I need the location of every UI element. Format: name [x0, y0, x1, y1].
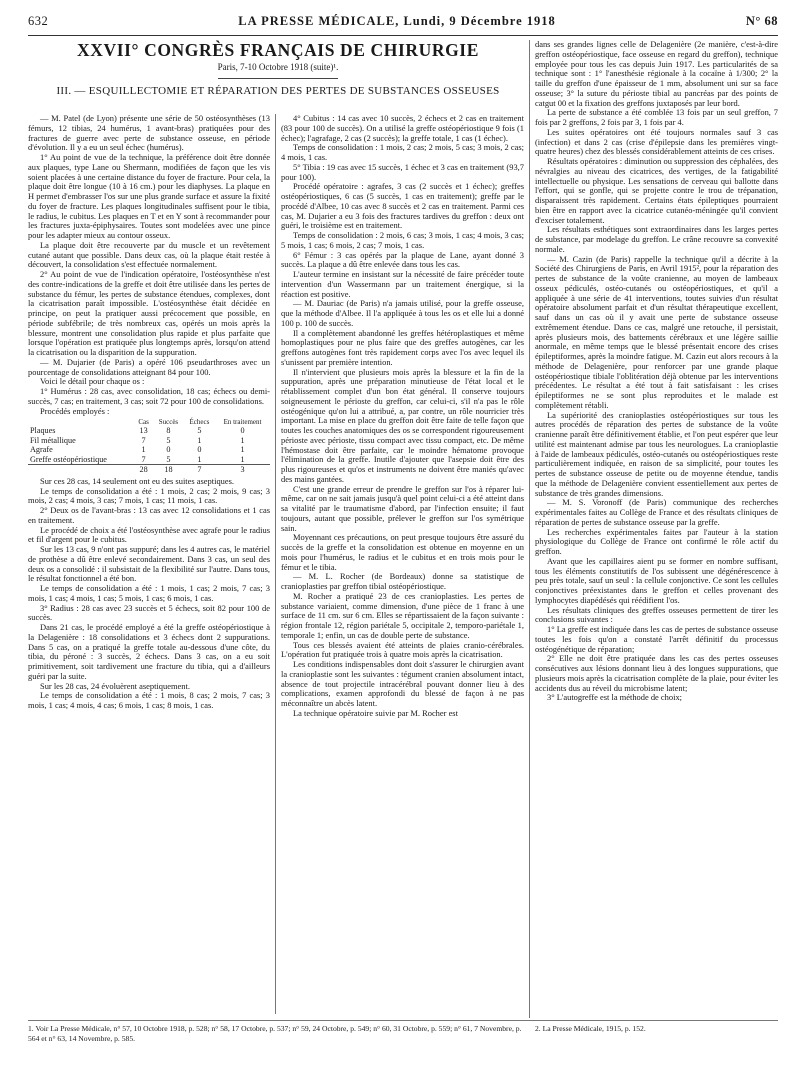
paragraph: 6° Fémur : 3 cas opérés par la plaque de Lane, ayant donné 3 succès. La plaque a dû être enlevée dans tous les cas. [281, 249, 524, 270]
table-header-cell: Cas [138, 418, 149, 427]
article-title-block [28, 40, 528, 98]
journal-page [28, 14, 778, 1074]
table-total-row [28, 465, 270, 475]
table-cell: Plaques [30, 426, 56, 436]
paragraph: 1° La greffe est indiquée dans les cas de pertes de substance osseuse toutes les fois qu'on a constaté l'arrêt définitif du processus ostéogénétique de réparation; [535, 624, 778, 654]
paragraph: 1° Au point de vue de la technique, la préférence doit être donnée aux plaques, type Lane ou Shermann, modifiées de façon que les vis soient placées à une certaine distance du foyer de fracture. Pour cela, la plaque doit être longue (10 à 16 cm.) pour les diaphyses. La plaque en H permet d'embrasser l'os sur une plus grande surface et assure la fixité du foyer de fracture. Les plaques longitudinales suffisent pour le tibia, le radius, le cubitus. Les plaques en T et en Y sont à recommander pour les fractures juxta-épiphysaires. Toutes sont modelées avec une pince pour les adapter mieux au contour osseux. [28, 152, 270, 240]
table-row [28, 436, 270, 446]
article-body [28, 40, 778, 1048]
table-cell: 13 [139, 426, 148, 436]
paragraph: L'auteur termine en insistant sur la nécessité de faire précéder toute intervention d'un Wassermann par un traitement énergique, si la réaction est positive. [281, 269, 524, 299]
paragraph: 2° Au point de vue de l'indication opératoire, l'ostéosynthèse n'est des contre-indications de la greffe et doit être utilisée dans les pertes de substance du fémur, les pertes de substance étendues, complexes, dont la cicatrisation paraît impossible. L'ostéosynthèse était décidée en principe, on peut la pratiquer aussi précocement que possible, en période subfébrile; de très nombreux cas, opérés un mois après la blessure, montrent une consolidation plus rapide et plus parfaite que lorsque l'opération est pratiquée plus longtemps après, lorsqu'on attend la cicatrisation ou la disparition de la suppuration. [28, 269, 270, 357]
paragraph: Moyennant ces précautions, on peut presque toujours être assuré du succès de la greffe et la consolidation est obtenue en moyenne en un mois pour l'humérus, le radius et le cubitus et en trois mois pour le fémur et le tibia. [281, 532, 524, 572]
column-rule-1 [275, 114, 276, 1014]
paragraph: 3° Radius : 28 cas avec 23 succès et 5 échecs, soit 82 pour 100 de succès. [28, 602, 270, 623]
paragraph: Sur les 28 cas, 24 évoluèrent aseptiquement. [40, 680, 190, 691]
procedures-table [28, 418, 270, 475]
table-row [28, 445, 270, 455]
table-row [28, 426, 270, 436]
paragraph: Les résultats esthétiques sont extraordinaires dans les larges pertes de substance, par modelage du greffon. Le crâne recouvre sa convexité normale. [535, 224, 778, 254]
table-cell: 0 [166, 445, 171, 455]
footnotes [28, 1020, 778, 1043]
paragraph: — M. Cazin (de Paris) rappelle la technique qu'il a décrite à la Société des Chirurgiens de Paris, en Avril 1915², pour la réparation des pertes de substance de la voûte cranienne, au moyen de lambeaux osseux pédiculés, ostéo-cutanés ou ostéopériostiques, et qu'il a appliquée à une série de 41 interventions, toutes suivies d'un résultat opératoire absolument parfait et d'un résultat thérapeutique excellent, sauf dans un cas où il y avait une perte de substance osseuse extrêmement étendue. Dans ce cas, malgré une retouche, il persistait, après plusieurs mois, des battements cérébraux et une légère saillie anormale, en même temps que le blessé présentait encore des crises épileptiformes, après la moindre fatigue. M. Cazin eut alors recours à la méthode de Delagenière, pour renforcer par une grande plaque ostéopériostique tibiale l'oblitération déjà obtenue par les interventions précédentes. Le résultat a été tout à fait satisfaisant : les crises épileptiformes ne se sont plus reproduites et le malade est complètement rétabli. [535, 253, 778, 410]
table-cell: 1 [197, 454, 202, 464]
table-cell: 8 [166, 426, 171, 436]
paragraph: 4° Cubitus : 14 cas avec 10 succès, 2 échecs et 2 cas en traitement (83 pour 100 de succès). On a utilisé la greffe ostéopériostique 9 fois (1 échec); l'agrafage, 2 cas (2 succès); la greffe totale, 1 cas (1 échec). [281, 114, 524, 143]
paragraph: Temps de consolidation : 1 mois, 2 cas; 2 mois, 5 cas; 3 mois, 2 cas; 4 mois, 1 cas. [281, 142, 524, 162]
table-cell: 1 [141, 445, 146, 455]
congress-subtitle: Paris, 7-10 Octobre 1918 (suite)¹. [217, 62, 339, 72]
table-cell: 1 [240, 454, 245, 464]
page-number: 632 [28, 14, 49, 28]
congress-title: XXVII° CONGRÈS FRANÇAIS DE CHIRURGIE [77, 40, 479, 60]
paragraph: Les recherches expérimentales faites par l'auteur à la station physiologique du Collège de France ont confirmé le rôle actif du greffon. [535, 526, 778, 556]
table-cell: 5 [166, 435, 171, 445]
table-cell: 28 [134, 465, 153, 475]
table-cell: Agrafe [30, 445, 53, 455]
column-2 [281, 114, 524, 1014]
table-cell: 18 [153, 465, 184, 475]
paragraph: Sur les 13 cas, 9 n'ont pas suppuré; dans les 4 autres cas, le matériel de prothèse a dû être enlevé secondairement. Dans 3 cas, un seul des deux os a consolidé : il subsistait de la flexibilité sur l'autre. Dans tous, le résultat fonctionnel a été bon. [28, 544, 270, 584]
table-cell: 7 [141, 454, 146, 464]
paragraph: — M. Dujarier (de Paris) a opéré 106 pseudarthroses avec un pourcentage de consolidations atteignant 84 pour 100. [28, 356, 270, 377]
table-cell: 3 [215, 465, 270, 475]
table-cell: Fil métallique [30, 435, 76, 445]
table-header-cell: Échecs [189, 418, 210, 427]
paragraph: Le procédé de choix a été l'ostéosynthèse avec agrafe pour le radius et fil d'argent pour le cubitus. [28, 524, 270, 545]
paragraph: Procédé opératoire : agrafes, 3 cas (2 succès et 1 échec); greffes ostéopériostiques, 6 cas (5 succès, 1 cas en traitement); greffe par le procédé d'Albee, 10 cas avec 8 succès et 2 cas en traitement. Parmi ces cas, M. Dujarier a eu 3 fois des fractures tardives du greffon : deux ont guéri, le troisième est en traitement. [281, 181, 524, 231]
issue-number: N° 68 [745, 14, 778, 28]
table-cell: 1 [197, 435, 202, 445]
paragraph: — M. S. Voronoff (de Paris) communique des recherches expérimentales faites au Collège de France et des résultats cliniques de réparation de pertes de substance osseuse par la greffe. [535, 497, 778, 527]
paragraph: — M. L. Rocher (de Bordeaux) donne sa statistique de cranioplasties par greffon tibial ostéopériostique. [281, 571, 524, 591]
title-divider [218, 78, 338, 79]
paragraph: 5° Tibia : 19 cas avec 15 succès, 1 échec et 3 cas en traitement (93,7 pour 100). [281, 161, 524, 182]
paragraph: 2° Elle ne doit être pratiquée dans les cas des pertes osseuses consécutives aux lésions donnant lieu à des longues suppurations, que plusieurs mois après la cicatrisation complète de la plaie, pour éviter les accidents dus au réveil du microbisme latent; [535, 653, 778, 693]
table-header-cell: Succès [158, 418, 179, 427]
paragraph: La supériorité des cranioplasties ostéopériostiques sur tous les autres procédés de réparation des pertes de substance de la voûte cranienne paraît être définitivement établie, et l'on peut espérer que leur utilité est maintenant admise par tous les neurologues. La cranioplastie à l'aide de lambeaux pédiculés, ostéo-cutanés ou ostéopériostiques reste particulièrement indiquée, en raison de sa simplicité, pour toutes les pertes de substance osseuse de petite ou de moyenne étendue, tandis que la méthode de Delagenière convient essentiellement aux pertes de substance de très grandes dimensions. [535, 409, 778, 498]
paragraph: Le temps de consolidation a été : 1 mois, 8 cas; 2 mois, 7 cas; 3 mois, 1 cas; 4 mois, 4 cas; 6 mois, 1 cas; 8 mois, 1 cas. [28, 690, 270, 710]
paragraph: 1° Humérus : 28 cas, avec consolidation, 18 cas; échecs ou demi-succès, 7 cas; en traitement, 3 cas; soit 72 pour 100 de consolidations. [28, 386, 270, 406]
section-heading: III. — ESQUILLECTOMIE ET RÉPARATION DES PERTES DE SUBSTANCES OSSEUSES [56, 85, 500, 97]
column-1 [28, 114, 270, 1014]
table-cell: 1 [240, 435, 245, 445]
table-cell: Greffe ostéopériostique [30, 454, 107, 464]
paragraph: Temps de consolidation : 2 mois, 6 cas; 3 mois, 1 cas; 4 mois, 3 cas; 5 mois, 1 cas; 6 mois, 2 cas; 7 mois, 1 cas. [281, 230, 524, 250]
paragraph: — M. Dauriac (de Paris) n'a jamais utilisé, pour la greffe osseuse, que la méthode d'Albee. Il l'a appliquée à tous les os et elle lui a donné 100 p. 100 de succès. [281, 298, 524, 328]
table-header-cell [28, 418, 134, 426]
table-cell: 0 [197, 445, 202, 455]
paragraph: Les résultats cliniques des greffes osseuses permettent de tirer les conclusions suivantes : [535, 604, 778, 625]
paragraph: Les conditions indispensables dont doit s'assurer le chirurgien avant la cranioplastie sont les suivantes : tégument cranien absolument intact, absence de tout projectile intracérébral pouvant donner lieu à des complications, examen approfondi du blessé de façon à ne pas méconnaître un abcès latent. [281, 659, 524, 708]
paragraph: Tous ces blessés avaient été atteints de plaies cranio-cérébrales. L'opération fut pratiquée trois à quatre mois après la cicatrisation. [281, 639, 524, 660]
paragraph: M. Rocher a pratiqué 23 de ces cranioplasties. Les pertes de substance variaient, comme dimension, d'une pièce de 1 franc à une surface de 11 cm. sur 6 cm. Elles se répartissaient de la façon suivante : région frontale 12, région pariétale 5, occipitale 2, temporo-pariétale 1, temporale 1; enfin, un cas de double perte de substance. [281, 590, 524, 640]
paragraph: Il a complètement abandonné les greffes hétéroplastiques et même homoplastiques pour ne plus faire que des greffes autogènes, car les greffons autogènes font très rapidement corps avec l'os avec lequel ils s'unissent par première intention. [281, 327, 524, 367]
table-cell: 5 [197, 426, 202, 436]
table-cell: 7 [184, 465, 215, 475]
paragraph: La plaque doit être recouverte par du muscle et un revêtement cutané autant que possible. Dans deux cas, où la plaque était restée à découvert, la consolidation s'est effectuée normalement. [28, 239, 270, 270]
paragraph: 3° L'autogreffe est la méthode de choix; [547, 692, 683, 703]
paragraph: Procédés employés : [40, 405, 110, 416]
paragraph: Sur ces 28 cas, 14 seulement ont eu des suites aseptiques. [40, 475, 235, 486]
column-rule-2 [529, 40, 530, 1018]
table-row [28, 455, 270, 465]
table-header-row [28, 418, 270, 426]
journal-title: LA PRESSE MÉDICALE, Lundi, 9 Décembre 1918 [238, 14, 556, 28]
table-cell: 7 [141, 435, 146, 445]
paragraph: C'est une grande erreur de prendre le greffon sur l'os à réparer lui-même, car on ne sait jamais jusqu'à quel point celui-ci a été atteint dans sa vitalité par le traumatisme d'abord, par l'infection ensuite; il faut toujours, autant que possible, prélever le greffon sur l'os symétrique sain. [281, 483, 524, 533]
paragraph: dans ses grandes lignes celle de Delagenière (2e manière, c'est-à-dire greffon ostéopériostique, face osseuse en regard du greffon), technique employée pour tous les cas depuis Juin 1917. Les particularités de sa technique sont : 1° l'anesthésie régionale à la cocaïne à 1/300; 2° la taille du greffon d'une épaisseur de 1 mm, absolument uni sur sa face osseuse; 3° la suture du périoste tibial au pancréas par des points de catgut 00 et la fixation des greffons juxtaposés par leur bord. [535, 40, 778, 108]
paragraph: La technique opératoire suivie par M. Rocher est [293, 707, 458, 718]
paragraph: Résultats opératoires : diminution ou suppression des céphalées, des névralgies au niveau des cicatrices, des vertiges, de la fatigabilité intellectuelle ou physique. Les sensations de cerveau qui ballotte dans l'effort, qui se gonfle, qui se projette contre le trou de trépanation, disparaissent très rapidement. Certains états épileptiques pourraient bien être en rapport avec la cicatrice cutanéo-méningée qu'il convient d'exciser totalement. [535, 156, 778, 225]
paragraph: Le temps de consolidation a été : 1 mois, 1 cas; 2 mois, 7 cas; 3 mois, 1 cas; 4 mois, 1 cas; 5 mois, 1 cas; 6 mois, 1 cas. [28, 583, 270, 603]
paragraph: Il n'intervient que plusieurs mois après la blessure et la fin de la suppuration, après une préparation minutieuse de l'état local et le rétablissement complet d'un bon état général. Il conserve toujours soigneusement le périoste du greffon, car celui-ci, s'il n'a pas le rôle ostéogénique qu'on lui a attribué, a, par contre, un rôle nourricier très important. La mise en place du greffon doit être faite de telle façon que toutes les couches anatomiques des os se correspondent rigoureusement périoste avec périoste, tissu compact avec tissu compact, etc. De même l'hémostase doit être parfaite, car le moindre hématome provoque l'élimination de la greffe. Inutile d'ajouter que l'asepsie doit être des plus rigoureuses et qu'os et instruments ne doivent être maniés qu'avec des mains gantées. [281, 366, 524, 484]
running-header [28, 14, 778, 36]
footnote-2: 2. La Presse Médicale, 1915, p. 152. [535, 1024, 646, 1033]
paragraph: Le temps de consolidation a été : 1 mois, 2 cas; 2 mois, 9 cas; 3 mois, 2 cas; 4 mois, 3 cas; 7 mois, 1 cas; 11 mois, 1 cas. [28, 485, 270, 506]
table-cell: 1 [240, 445, 245, 455]
table-cell: 0 [240, 426, 245, 436]
paragraph: La perte de substance a été comblée 13 fois par un seul greffon, 7 fois par 2 greffons, 2 fois par 3, 1 fois par 4. [535, 107, 778, 127]
column-3 [535, 40, 778, 1018]
table-cell [28, 465, 134, 475]
paragraph: Voici le détail pour chaque os : [40, 376, 145, 387]
paragraph: Les suites opératoires ont été toujours normales sauf 3 cas (infection) et dans 2 cas (crise d'épilepsie dans les premières vingt-quatre heures) chez des blessés considérablement atteints de ces crises. [535, 126, 778, 157]
paragraph: Dans 21 cas, le procédé employé a été la greffe ostéopériostique à la Delagenière : 18 consolidations et 3 échecs dont 2 suppurations. Dans 5 cas, on a pratiqué la greffe totale au-dessous d'une côte, du tibia, du péroné : 3 succès, 2 échecs. Dans 3 cas, on a eu soit primitivement, soit tardivement une fracture du tibia, qui a d'ailleurs guéri par la suite. [28, 622, 270, 681]
footnote-1: 1. Voir La Presse Médicale, n° 57, 10 Octobre 1918, p. 528; n° 58, 17 Octobre, p. 537; n° 59, 24 Octobre, p. 549; n° 60, 31 Octobre, p. 559; n° 61, 7 Novembre, p. 564 et n° 63, 14 Novembre, p. 585. [28, 1024, 522, 1043]
paragraph: — M. Patel (de Lyon) présente une série de 50 ostéosynthèses (13 fémurs, 12 tibias, 24 humérus, 1 avant-bras) pratiquées pour des fractures de guerre avec perte de substance osseuse, en période d'évolution. Il y a eu un seul échec (humérus). [28, 114, 270, 153]
table-header-cell: En traitement [223, 418, 262, 427]
paragraph: Avant que les capillaires aient pu se former en nombre suffisant, tous les éléments constitutifs de l'os subissent une dégénérescence à peu près totale, sauf un seul : la cellule conjonctive. Ce sont les cellules conjonctives préexistantes dans le greffon et celles provenant des lymphocytes diapédésés qui réédifient l'os. [535, 555, 778, 605]
table-cell: 5 [166, 454, 171, 464]
paragraph: 2° Deux os de l'avant-bras : 13 cas avec 12 consolidations et 1 cas en traitement. [28, 505, 270, 525]
